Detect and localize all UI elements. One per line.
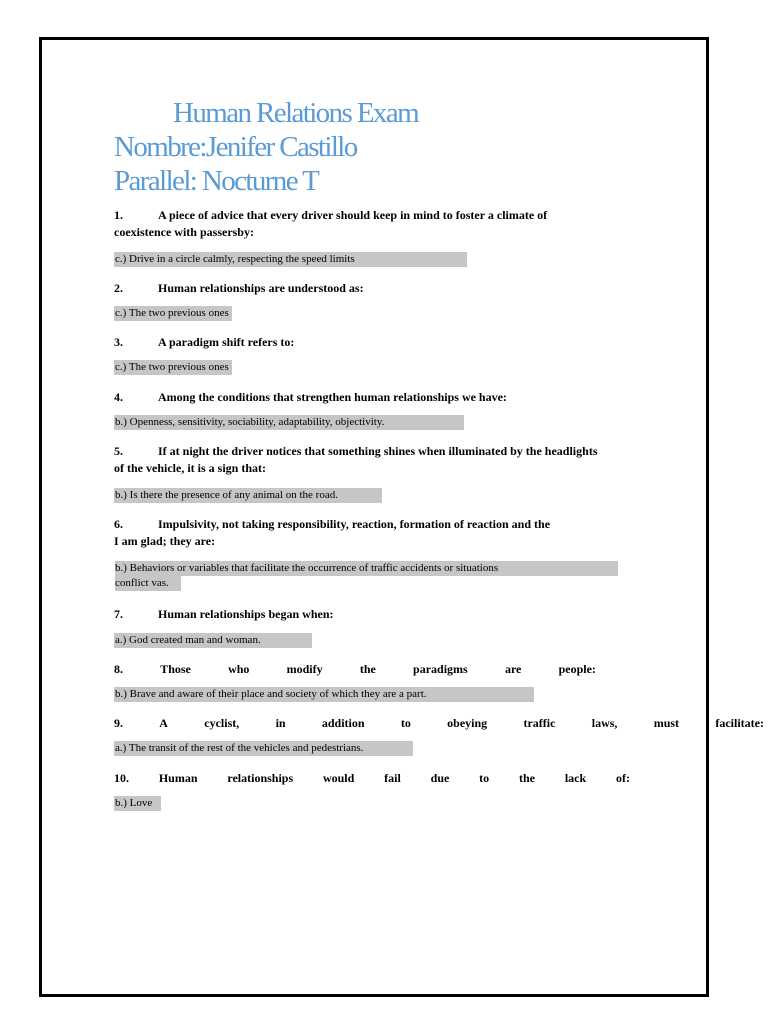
- question-word: to: [479, 771, 490, 785]
- exam-title: Human Relations Exam: [173, 97, 419, 129]
- question-word: lack: [564, 771, 587, 785]
- question-word: addition: [321, 716, 365, 730]
- question-word: paradigms: [413, 662, 468, 676]
- question-6: [114, 516, 550, 550]
- question-word: would: [322, 771, 355, 785]
- question-word: the: [359, 662, 376, 676]
- question-number: 10.: [114, 771, 129, 785]
- answer-2: c.) The two previous ones: [114, 306, 232, 321]
- question-word: relationships: [227, 771, 294, 785]
- question-7: [114, 606, 333, 623]
- question-text: A piece of advice that every driver should keep in mind to foster a climate of: [158, 208, 548, 222]
- question-number: 5.: [114, 444, 123, 458]
- answer-1: c.) Drive in a circle calmly, respecting the speed limits: [114, 252, 467, 267]
- question-number: 9.: [114, 716, 123, 730]
- question-text-cont: I am glad; they are:: [114, 534, 216, 548]
- question-2: [114, 280, 364, 297]
- question-word: are: [504, 662, 522, 676]
- question-word: in: [275, 716, 286, 730]
- question-word: modify: [286, 662, 323, 676]
- question-text: A paradigm shift refers to:: [158, 335, 295, 349]
- question-word: facilitate:: [715, 716, 764, 730]
- answer-10: b.) Love: [114, 796, 161, 811]
- question-number: 3.: [114, 335, 123, 349]
- answer-5: b.) Is there the presence of any animal on the road.: [114, 488, 382, 503]
- question-8: [114, 661, 596, 678]
- question-word: Human: [158, 771, 198, 785]
- question-word: to: [400, 716, 411, 730]
- question-text: Human relationships are understood as:: [158, 281, 364, 295]
- question-word: people:: [558, 662, 596, 676]
- question-number: 4.: [114, 390, 123, 404]
- answer-8: b.) Brave and aware of their place and society of which they are a part.: [114, 687, 534, 702]
- question-word: Those: [160, 662, 191, 676]
- question-word: due: [430, 771, 450, 785]
- question-word: A: [159, 716, 168, 730]
- question-word: who: [228, 662, 250, 676]
- question-text: If at night the driver notices that something shines when illuminated by the headlights: [158, 444, 598, 458]
- question-10: [114, 770, 630, 787]
- question-4: [114, 389, 507, 406]
- question-word: obeying: [447, 716, 488, 730]
- question-word: traffic: [523, 716, 556, 730]
- question-1: [114, 207, 547, 241]
- question-number: 6.: [114, 517, 123, 531]
- question-word: fail: [384, 771, 401, 785]
- question-text: Human relationships began when:: [158, 607, 334, 621]
- question-text: Among the conditions that strengthen human relationships we have:: [158, 390, 507, 404]
- question-9: [114, 715, 764, 732]
- question-text: Impulsivity, not taking responsibility, reaction, formation of reaction and the: [158, 517, 551, 531]
- question-5: [114, 443, 597, 477]
- answer-4: b.) Openness, sensitivity, sociability, adaptability, objectivity.: [114, 415, 464, 430]
- answer-6: [114, 561, 618, 591]
- answer-text: b.) Behaviors or variables that facilitate the occurrence of traffic accidents or situations: [115, 561, 618, 576]
- question-number: 8.: [114, 662, 123, 676]
- title-block: [114, 96, 418, 198]
- question-word: must: [653, 716, 680, 730]
- question-word: cyclist,: [204, 716, 240, 730]
- question-number: 2.: [114, 281, 123, 295]
- question-word: the: [519, 771, 535, 785]
- question-word: of:: [616, 771, 630, 785]
- question-3: [114, 334, 294, 351]
- question-word: laws,: [591, 716, 618, 730]
- answer-9: a.) The transit of the rest of the vehicles and pedestrians.: [114, 741, 413, 756]
- answer-text-cont: conflict vas.: [115, 576, 181, 591]
- question-number: 1.: [114, 208, 123, 222]
- answer-3: c.) The two previous ones: [114, 360, 232, 375]
- parallel-line: Parallel: Nocturne T: [114, 165, 319, 197]
- question-text-cont: of the vehicle, it is a sign that:: [114, 461, 266, 475]
- question-text-cont: coexistence with passersby:: [114, 225, 254, 239]
- student-name: Nombre:Jenifer Castillo: [114, 131, 357, 163]
- question-number: 7.: [114, 607, 123, 621]
- answer-7: a.) God created man and woman.: [114, 633, 312, 648]
